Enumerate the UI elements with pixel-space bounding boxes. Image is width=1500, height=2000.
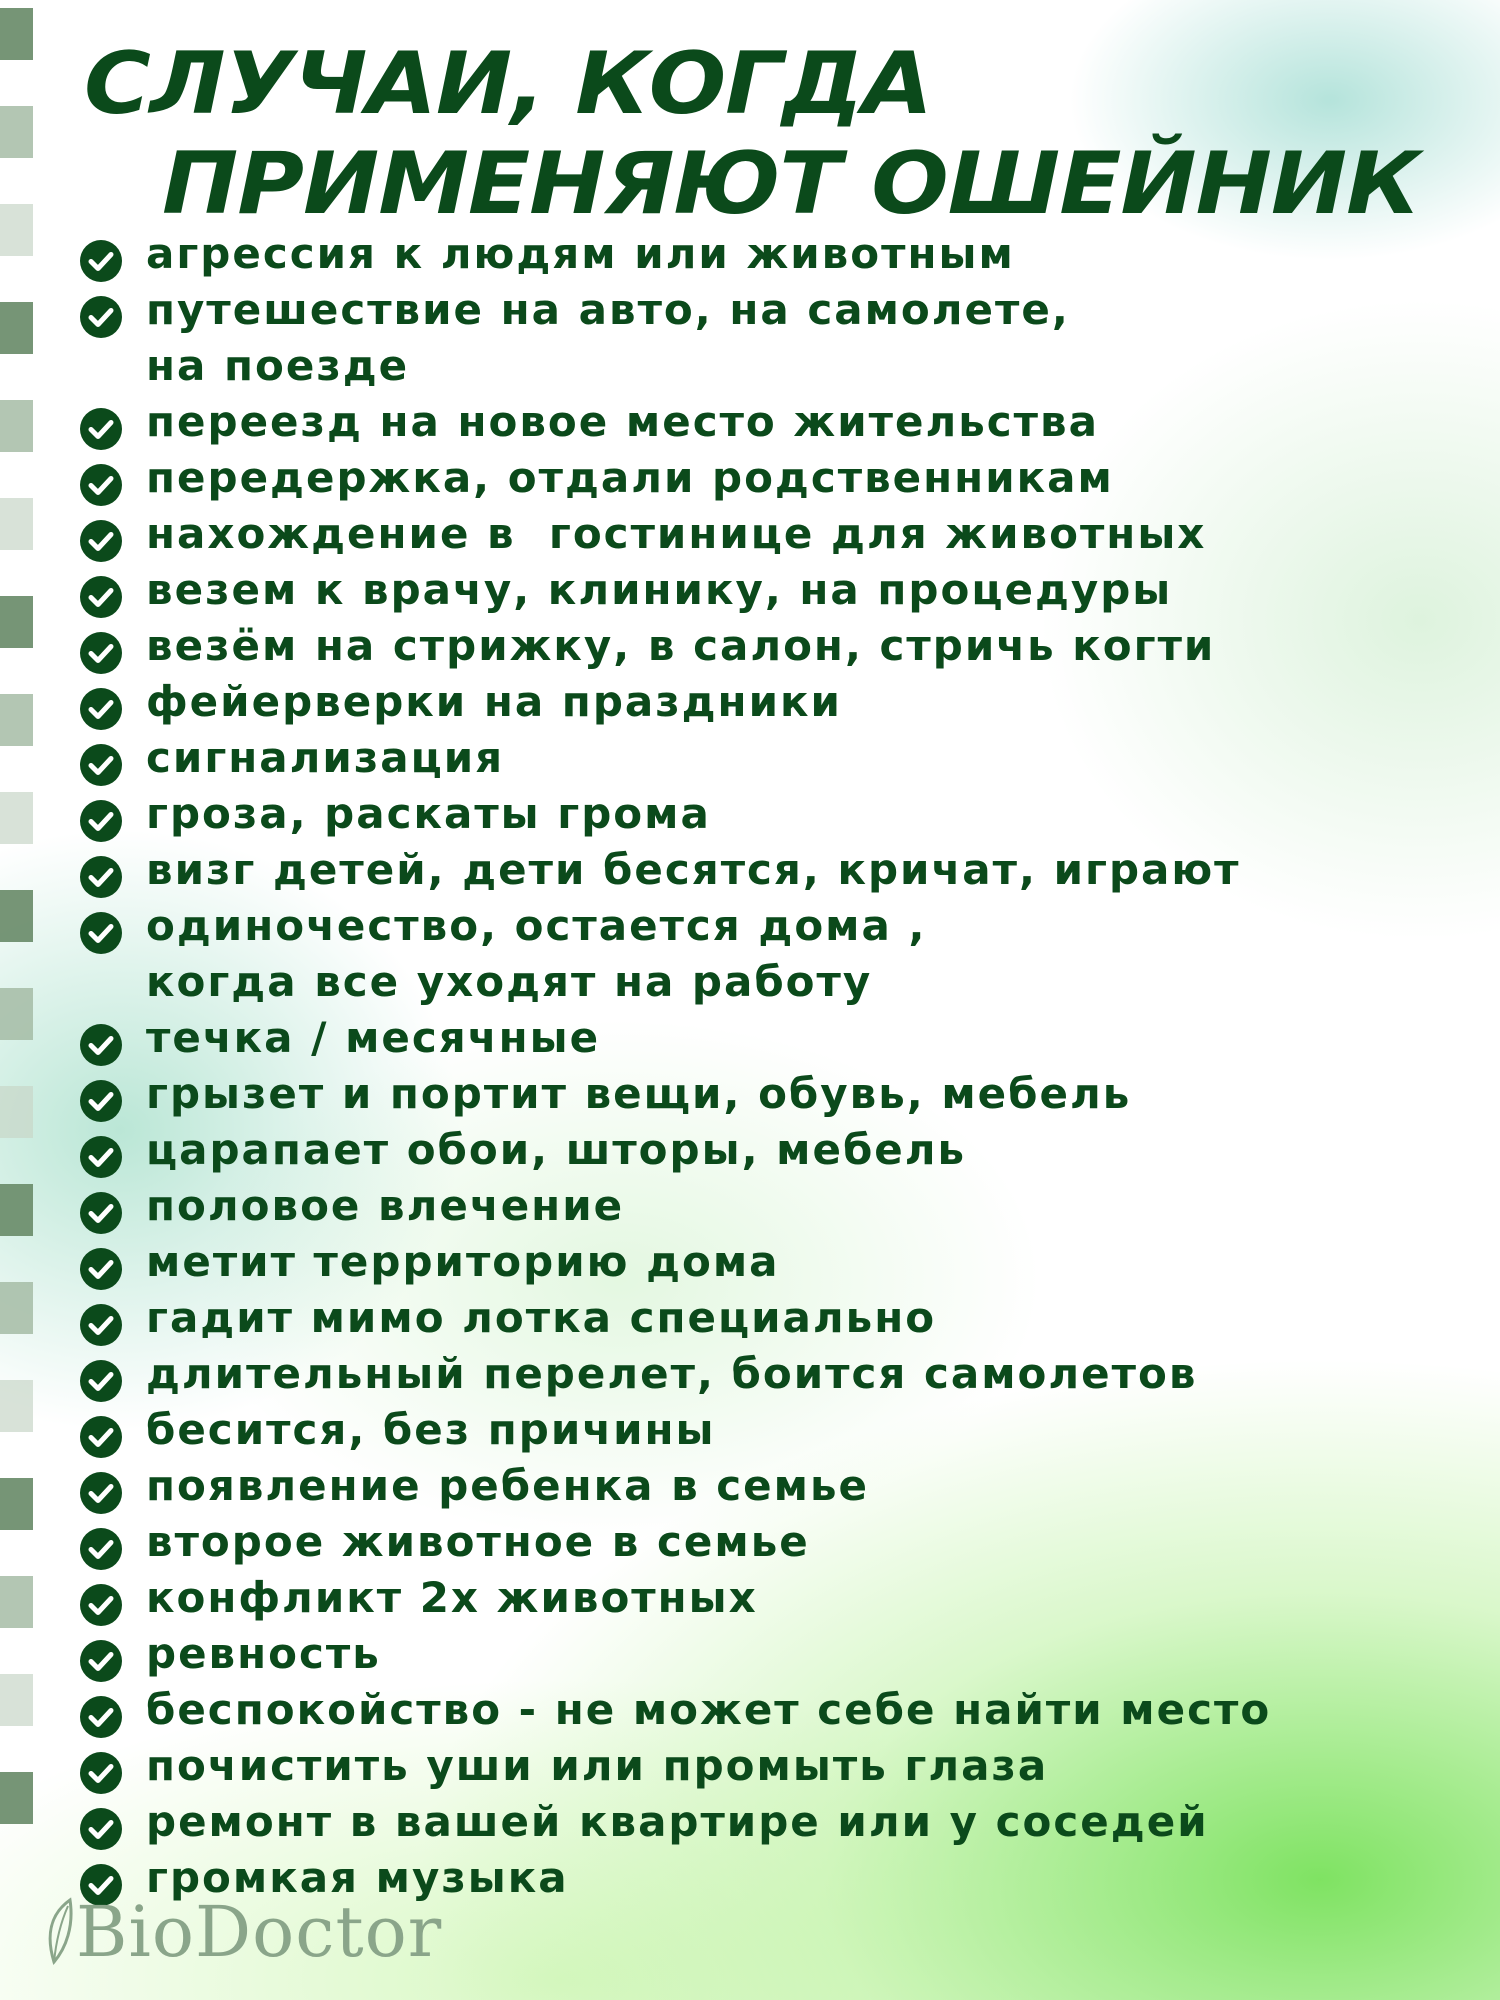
list-item-text: конфликт 2х животных (146, 1573, 758, 1622)
list-item (80, 1738, 1490, 1794)
check-circle-icon (80, 1136, 122, 1178)
list-item (80, 786, 1490, 842)
list-item-text: ревность (146, 1629, 381, 1678)
strip-block (0, 106, 33, 158)
list-item (80, 1570, 1490, 1626)
check-circle-icon (80, 1528, 122, 1570)
check-circle-icon (80, 464, 122, 506)
list-item-text: царапает обои, шторы, мебель (146, 1125, 967, 1174)
list-item (80, 1402, 1490, 1458)
check-circle-icon (80, 632, 122, 674)
list-item-text: визг детей, дети бесятся, кричат, играют (146, 845, 1241, 894)
list-item-text: везём на стрижку, в салон, стричь когти (146, 621, 1216, 670)
check-circle-icon (80, 240, 122, 282)
list-item-text: передержка, отдали родственникам (146, 453, 1114, 502)
strip-block (0, 8, 33, 60)
leaf-icon (44, 1896, 74, 1968)
check-circle-icon (80, 1584, 122, 1626)
list-item (80, 1682, 1490, 1738)
check-circle-icon (80, 408, 122, 450)
list-item-text: бесится, без причины (146, 1405, 716, 1454)
list-item (80, 674, 1490, 730)
strip-block (0, 1184, 33, 1236)
check-circle-icon (80, 576, 122, 618)
list-item-text: переезд на новое место жительства (146, 397, 1099, 446)
list-item (80, 730, 1490, 786)
check-circle-icon (80, 296, 122, 338)
check-circle-icon (80, 688, 122, 730)
strip-block (0, 1380, 33, 1432)
list-item-text: метит территорию дома (146, 1237, 780, 1286)
list-item (80, 1234, 1490, 1290)
strip-block (0, 1674, 33, 1726)
check-circle-icon (80, 1416, 122, 1458)
list-item-text: длительный перелет, боится самолетов (146, 1349, 1198, 1398)
strip-block (0, 890, 33, 942)
check-circle-icon (80, 856, 122, 898)
list-item (80, 1290, 1490, 1346)
check-circle-icon (80, 1248, 122, 1290)
list-item-text: ремонт в вашей квартире или у соседей (146, 1797, 1209, 1846)
check-circle-icon (80, 1808, 122, 1850)
check-circle-icon (80, 1360, 122, 1402)
reasons-checklist (80, 226, 1490, 1906)
strip-block (0, 694, 33, 746)
list-item-text: грызет и портит вещи, обувь, мебель (146, 1069, 1132, 1118)
list-item (80, 394, 1490, 450)
check-circle-icon (80, 1192, 122, 1234)
list-item-text: фейерверки на праздники (146, 677, 842, 726)
list-item (80, 1066, 1490, 1122)
strip-block (0, 1576, 33, 1628)
check-circle-icon (80, 744, 122, 786)
list-item (80, 1794, 1490, 1850)
list-item-text: почистить уши или промыть глаза (146, 1741, 1049, 1790)
list-item (80, 226, 1490, 282)
left-decorative-strip (0, 0, 33, 2000)
brand-logo (44, 1892, 442, 1972)
brand-name: BioDoctor (76, 1891, 443, 1973)
title-line-1: СЛУЧАИ, КОГДА (84, 34, 932, 134)
list-item (80, 506, 1490, 562)
list-item-text: гадит мимо лотка специально (146, 1293, 937, 1342)
list-item (80, 1514, 1490, 1570)
check-circle-icon (80, 1024, 122, 1066)
list-item-text: течка / месячные (146, 1013, 601, 1062)
list-item-text: громкая музыка (146, 1853, 569, 1902)
title-line-2: ПРИМЕНЯЮТ ОШЕЙНИК (162, 134, 1420, 234)
strip-block (0, 204, 33, 256)
check-circle-icon (80, 1304, 122, 1346)
check-circle-icon (80, 1640, 122, 1682)
strip-block (0, 302, 33, 354)
list-item-text: беспокойство - не может себе найти место (146, 1685, 1272, 1734)
list-item (80, 1122, 1490, 1178)
list-item-text: половое влечение (146, 1181, 625, 1230)
list-item-text: путешествие на авто, на самолете, на поезде (146, 285, 1070, 390)
list-item (80, 1626, 1490, 1682)
strip-block (0, 400, 33, 452)
list-item-text: гроза, раскаты грома (146, 789, 711, 838)
list-item (80, 1178, 1490, 1234)
strip-block (0, 596, 33, 648)
list-item (80, 1010, 1490, 1066)
list-item (80, 618, 1490, 674)
check-circle-icon (80, 1472, 122, 1514)
list-item (80, 842, 1490, 898)
strip-block (0, 988, 33, 1040)
check-circle-icon (80, 1696, 122, 1738)
strip-block (0, 1478, 33, 1530)
list-item-text: сигнализация (146, 733, 505, 782)
list-item-text: появление ребенка в семье (146, 1461, 870, 1510)
list-item-text: нахождение в гостинице для животных (146, 509, 1207, 558)
check-circle-icon (80, 520, 122, 562)
list-item (80, 1346, 1490, 1402)
list-item (80, 282, 1490, 394)
strip-block (0, 1086, 33, 1138)
list-item (80, 1458, 1490, 1514)
list-item (80, 562, 1490, 618)
list-item-text: агрессия к людям или животным (146, 229, 1015, 278)
check-circle-icon (80, 800, 122, 842)
list-item-text: одиночество, остается дома , когда все уходят на работу (146, 901, 927, 1006)
check-circle-icon (80, 1752, 122, 1794)
check-circle-icon (80, 912, 122, 954)
list-item (80, 450, 1490, 506)
strip-block (0, 1282, 33, 1334)
strip-block (0, 792, 33, 844)
strip-block (0, 498, 33, 550)
list-item (80, 898, 1490, 1010)
list-item-text: везем к врачу, клинику, на процедуры (146, 565, 1173, 614)
check-circle-icon (80, 1080, 122, 1122)
strip-block (0, 1772, 33, 1824)
list-item-text: второе животное в семье (146, 1517, 810, 1566)
